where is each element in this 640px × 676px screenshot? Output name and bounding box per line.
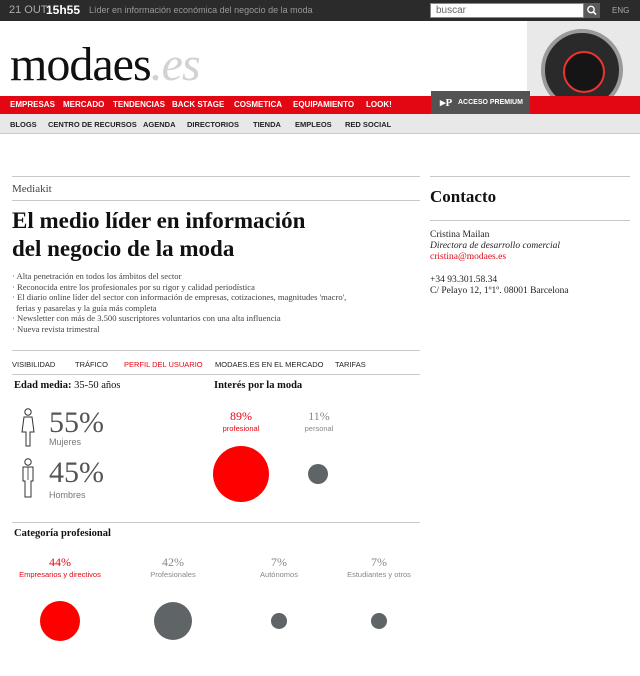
nav-item-equipamiento[interactable]: EQUIPAMIENTO	[293, 100, 355, 109]
breadcrumb: Mediakit	[12, 183, 52, 195]
subnav-item-tienda[interactable]: TIENDA	[253, 120, 281, 129]
site-tagline: Líder en información económica del negocio de la moda	[89, 5, 313, 15]
nav-item-mercado[interactable]: MERCADO	[63, 100, 105, 109]
nav-item-tendencias[interactable]: TENDENCIAS	[113, 100, 166, 109]
nav-item-empresas[interactable]: EMPRESAS	[10, 100, 55, 109]
search-button[interactable]	[584, 3, 600, 18]
interest-bubble-profesional	[213, 446, 270, 503]
main-nav	[0, 96, 640, 114]
page-title	[12, 207, 412, 263]
contact-name: Cristina Mailan	[430, 230, 490, 240]
divider	[12, 522, 420, 523]
interest-section-title: Interés por la moda	[214, 380, 303, 391]
nav-item-back-stage[interactable]: BACK STAGE	[172, 100, 225, 109]
subnav-item-red-social[interactable]: RED SOCIAL	[345, 120, 392, 129]
category-bubble-empresarios	[40, 601, 80, 641]
subnav-item-directorios[interactable]: DIRECTORIOS	[187, 120, 239, 129]
contact-address: C/ Pelayo 12, 1º1º. 08001 Barcelona	[430, 286, 569, 296]
interest-bubble-personal	[308, 464, 328, 484]
category-label-empresarios: Empresarios y directivos	[19, 570, 101, 579]
logo-suffix: .es	[150, 38, 200, 91]
interest-label-personal: personal	[304, 424, 334, 433]
age-title-label: Edad media:	[14, 380, 72, 391]
interest-label-profesional: profesional	[222, 424, 260, 433]
category-bubble-autonomos	[271, 613, 287, 629]
premium-access-button[interactable]	[431, 91, 530, 114]
category-pct-empresarios: 44%	[49, 555, 71, 569]
interest-pct-profesional: 89%	[230, 409, 252, 423]
category-label-profesionales: Profesionales	[150, 570, 196, 579]
category-pct-autonomos: 7%	[271, 555, 287, 569]
divider	[12, 350, 420, 351]
list-item: · Newsletter con más de 3.500 suscriptores voluntarios con una alta influencia	[12, 313, 281, 324]
search-icon	[584, 3, 600, 18]
subnav-item-blogs[interactable]: BLOGS	[10, 120, 37, 129]
search-input[interactable]: buscar	[430, 3, 584, 18]
tab-visibilidad[interactable]: VISIBILIDAD	[12, 360, 56, 369]
category-label-estudiantes: Estudiantes y otros	[347, 570, 411, 579]
women-percentage: 55%	[49, 406, 104, 439]
contact-email-link[interactable]: cristina@modaes.es	[430, 252, 507, 262]
nav-item-cosmetica[interactable]: COSMETICA	[234, 100, 282, 109]
nav-item-look[interactable]: LOOK!	[366, 100, 392, 109]
premium-label: ACCESO PREMIUM	[458, 99, 523, 106]
list-item: · Reconocida entre los profesionales por su rigor y calidad periodística	[12, 281, 255, 292]
contact-phone: +34 93.301.58.34	[430, 275, 498, 285]
subnav-item-centro-de-recursos[interactable]: CENTRO DE RECURSOS	[48, 120, 137, 129]
language-switch[interactable]: ENG	[612, 6, 630, 15]
men-label: Hombres	[49, 490, 86, 500]
category-section-title: Categoría profesional	[14, 528, 111, 539]
age-section-title	[14, 380, 120, 391]
men-percentage: 45%	[49, 456, 104, 489]
divider	[430, 176, 630, 177]
divider	[430, 220, 630, 221]
category-bubble-profesionales	[154, 602, 193, 641]
divider	[12, 176, 420, 177]
contact-title: Contacto	[430, 187, 497, 206]
secondary-nav	[0, 114, 640, 134]
list-item: ferias y pasarelas y la guía más completa	[16, 302, 157, 313]
subnav-item-agenda[interactable]: AGENDA	[143, 120, 176, 129]
interest-pct-personal: 11%	[308, 409, 330, 423]
logo-name: modaes	[10, 38, 151, 91]
page-title-line-1: El medio líder en información	[12, 208, 306, 233]
current-time: 15h55	[46, 3, 81, 17]
category-pct-profesionales: 42%	[162, 555, 184, 569]
divider	[12, 374, 420, 375]
women-label: Mujeres	[49, 437, 82, 447]
age-title-value: 35-50 años	[74, 380, 121, 391]
tab-modaes-en-el-mercado[interactable]: MODAES.ES EN EL MERCADO	[215, 360, 324, 369]
top-bar	[0, 0, 640, 21]
category-label-autonomos: Autónomos	[260, 570, 298, 579]
list-item: · Alta penetración en todos los ámbitos del sector	[12, 271, 182, 281]
tab-tarifas[interactable]: TARIFAS	[335, 360, 366, 369]
woman-icon	[18, 408, 38, 448]
list-item: · Nueva revista trimestral	[12, 323, 100, 334]
site-logo[interactable]	[10, 38, 200, 91]
contact-role: Directora de desarrollo comercial	[430, 241, 561, 251]
current-date: 21 OUT	[9, 4, 48, 16]
category-pct-estudiantes: 7%	[371, 555, 387, 569]
tab-perfil-del-usuario[interactable]: PERFIL DEL USUARIO	[124, 360, 203, 369]
category-bubble-estudiantes	[371, 613, 387, 629]
man-icon	[18, 458, 38, 498]
page-title-line-2: del negocio de la moda	[12, 236, 235, 261]
divider	[12, 200, 420, 201]
premium-icon: ▸P	[440, 97, 453, 109]
feature-list	[12, 271, 422, 335]
tab-trafico[interactable]: TRÁFICO	[75, 360, 108, 369]
list-item: · El diario online líder del sector con información de empresas, cotizaciones, magnitudes 'macro',	[12, 292, 347, 303]
subnav-item-empleos[interactable]: EMPLEOS	[295, 120, 332, 129]
